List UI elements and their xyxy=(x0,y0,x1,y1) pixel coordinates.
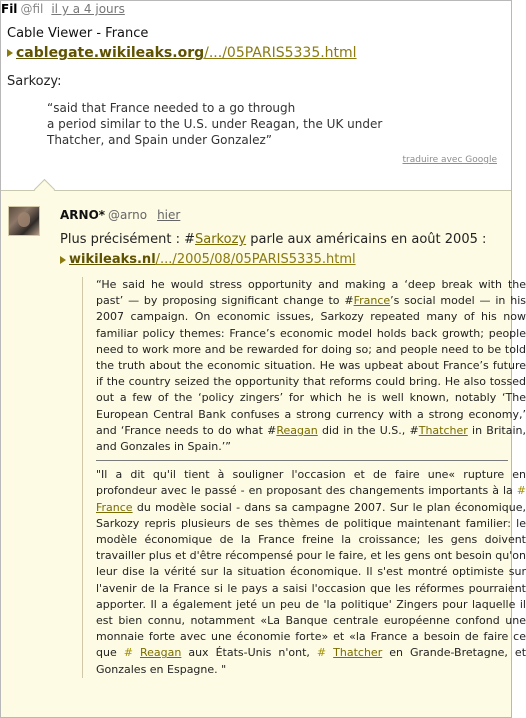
user-handle: @fil xyxy=(20,2,44,16)
hash-symbol: # xyxy=(123,646,133,660)
quote-text: “He said he would stress opportunity and making a ‘deep break with the past’ — by proposing significant change to # xyxy=(96,278,526,308)
link-arrow-icon xyxy=(60,256,66,264)
intro-text: Plus précisément : # xyxy=(60,232,195,247)
hashtag-reagan[interactable]: Reagan xyxy=(276,423,318,437)
intro-text-end: parle aux américains en août 2005 : xyxy=(246,232,487,247)
quote-text: ’s social model — in his 2007 campaign. On economic issues, Sarkozy repeated many of his now familiar policy themes: France’s economic model holds back growth; people need to work more and be rewarded for doing so; and people need to be told the truth about the economic situation. He was upbeat about France’s future if the country seized the opportunity that reforms could bring. He also tossed out a few of the ‘policy zingers’ for which he is well known, notably ‘The European Central Bank confuses a strong currency with a strong economy,’ and ‘France needs to do what # xyxy=(96,294,526,437)
link-domain[interactable]: cablegate.wikileaks.org xyxy=(16,45,205,61)
quote-block xyxy=(82,277,526,678)
quote xyxy=(47,100,427,148)
timestamp-link[interactable]: hier xyxy=(157,208,181,222)
quote-french xyxy=(96,467,526,678)
quote-text: aux États-Unis n'ont, xyxy=(181,646,317,660)
hashtag-france[interactable]: France xyxy=(353,294,391,308)
timestamp-link[interactable]: il y a 4 jours xyxy=(51,2,125,16)
translate-link[interactable]: traduire avec Google xyxy=(402,155,497,165)
link-path[interactable]: /.../2005/08/05PARIS5335.html xyxy=(155,252,356,267)
avatar[interactable] xyxy=(8,206,40,236)
avatar-face xyxy=(18,212,30,227)
quote-line: a period similar to the U.S. under Reagan, the UK under xyxy=(47,117,383,131)
post-fil xyxy=(1,1,511,191)
quote-divider xyxy=(96,460,508,461)
hash-symbol: # xyxy=(516,484,526,498)
link-cablegate[interactable] xyxy=(7,44,357,62)
quote-text: en Grande-Bretagne, et Gonzales en Espagne. " xyxy=(96,646,526,676)
post-header xyxy=(60,207,180,223)
username[interactable]: Fil xyxy=(1,2,18,16)
hashtag-france[interactable]: France xyxy=(96,500,133,514)
link-domain[interactable]: wikileaks.nl xyxy=(69,252,156,267)
hashtag-thatcher[interactable]: Thatcher xyxy=(418,423,468,437)
quote-text: did in the U.S., # xyxy=(317,423,419,437)
link-wikileaks[interactable] xyxy=(60,251,356,269)
user-handle: @arno xyxy=(108,208,148,222)
quote-line: Thatcher, and Spain under Gonzalez” xyxy=(47,133,272,147)
hashtag-thatcher[interactable]: Thatcher xyxy=(333,646,383,660)
post-header xyxy=(1,1,125,17)
quote-text: in Britain, and Gonzales in Spain.’” xyxy=(96,423,526,454)
quote-text: "Il a dit qu'il tient à souligner l'occasion et de faire une« rupture en profondeur avec le passé - en proposant des changements importants à la xyxy=(96,468,526,498)
quote-line: “said that France needed to a go through xyxy=(47,101,296,115)
quote-text: du modèle social - dans sa campagne 2007. Sur le plan économique, Sarkozy repris plusieurs de ses thèmes de politique maintenant familier: le modèle économique de la France freine la croissance; les gens doivent travailler plus et d'être récompensé pour le faire, et les gens ont besoin qu'on leur dise la vérité sur la situation économique. Il s'est montré optimiste sur l'avenir de la France si le pays a saisi l'occasion que les réformes pourraient apporter. Il a également jeté un peu de 'la politique' Zingers pour laquelle il est bien connu, notamment «La Banque centrale européenne confond une monnaie forte avec une économie forte» et «la France a besoin de faire ce que xyxy=(96,500,526,660)
link-path[interactable]: /.../05PARIS5335.html xyxy=(204,45,357,61)
post-arno xyxy=(1,191,526,717)
post-title: Cable Viewer - France xyxy=(7,26,149,41)
post-text xyxy=(60,231,486,248)
link-arrow-icon xyxy=(7,49,13,57)
hashtag-reagan[interactable]: Reagan xyxy=(139,646,182,660)
username[interactable]: ARNO* xyxy=(60,208,106,222)
post-text: Sarkozy: xyxy=(7,74,62,89)
quote-english xyxy=(96,277,526,455)
hashtag-sarkozy[interactable]: Sarkozy xyxy=(194,232,247,247)
hash-symbol: # xyxy=(316,646,327,660)
